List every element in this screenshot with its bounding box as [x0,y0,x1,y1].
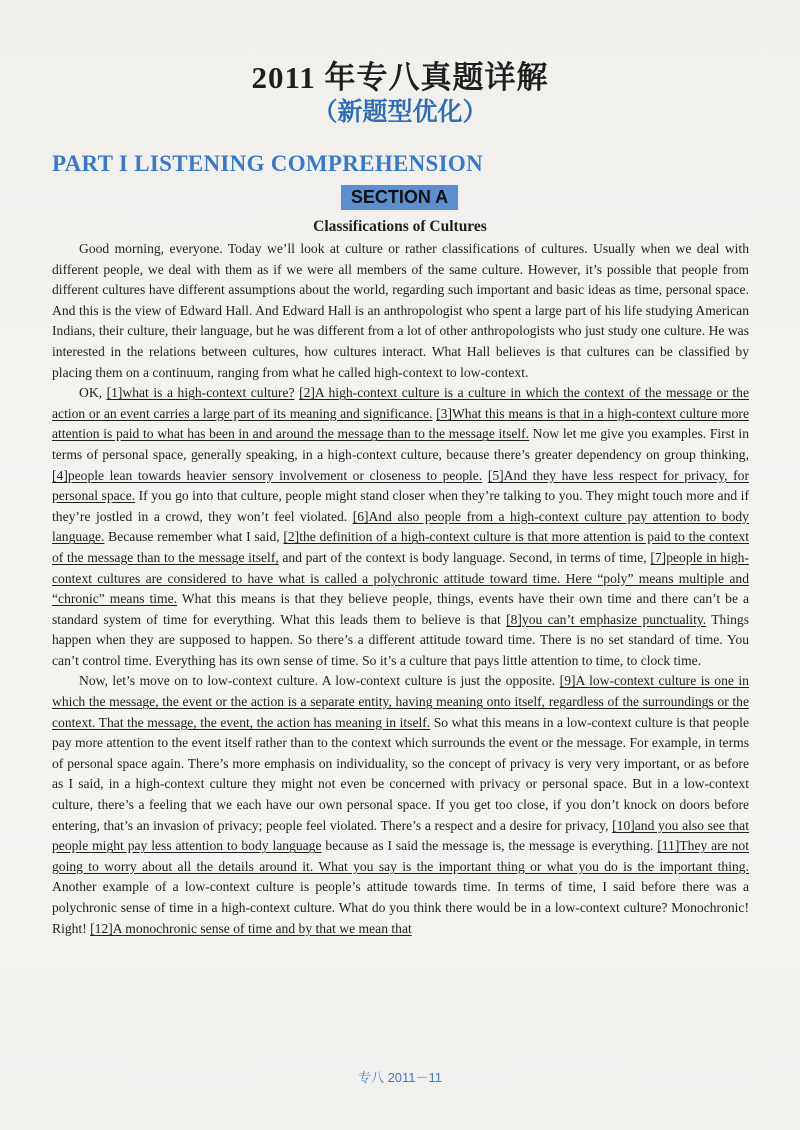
page-title: 2011 年专八真题详解 [251,60,549,95]
page-footer: 专八 2011－11 [357,1070,443,1085]
part-heading: PART I LISTENING COMPREHENSION [52,151,483,176]
text-run: So what this means in a low-context culture is that people pay more attention to the event itself rather than to the context which surrounds the event or the message. For example, in terms of personal space again. There’s more emphasis on individuality, so the concept of privacy is very very important, or as before as I said, in a high-context culture they might not even be concerned with privacy or personal space. But in a low-context culture, there’s a feeling that we each have our own personal space. If you get too close, if you don’t knock on doors before entering, that’s an invasion of privacy; people feel violated. There’s a respect and a desire for privacy, [52,714,749,833]
answer-underline: [8]you can’t emphasize punctuality. [506,611,707,627]
text-run: Good morning, everyone. Today we’ll look at culture or rather classifications of cultures. Usually when we deal with different people, we deal with them as if we were all members of the same culture. However, it’s possible that people from different cultures have different assumptions about the world, regarding such important and basic ideas as time, personal space. And this is the view of Edward Hall. And Edward Hall is an anthropologist who spent a large part of his life studying American Indians, their culture, their language, but he was different from a lot of other anthropologists who just study one culture. He was interested in the relations between cultures, how cultures interact. What Hall believes is that cultures can be classified by placing them on a continuum, ranging from what he called high-context to low-context. [52,241,749,380]
answer-underline: [12]A monochronic sense of time and by that we mean that [90,920,412,936]
text-run: Another example of a low-context culture is people’s attitude towards time. In terms of time, I said before there was a polychronic sense of time in a high-context culture. What do you think there would be in a low-context culture? Monochronic! Right! [52,879,749,936]
text-run: Now let me give you examples. First in terms of personal space, generally speaking, in a high-context culture, because there’s greater dependency on group thinking, [52,426,749,462]
text-run: Things happen when they are supposed to happen. So there’s a different attitude toward time. There is no set standard of time. You can’t control time. Everything has its own sense of time. So it’s a culture that pays little attention to time, to clock time. [52,611,750,668]
answer-underline: [9]A low-context culture is one in which the message, the event or the action is a separate entity, having meaning onto itself, regardless of the surroundings or the context. That the message, the event, the action has meaning in itself. [52,673,749,730]
answer-underline: [10]and you also see that people might pay less attention to body language [52,817,749,854]
text-run: Now, let’s move on to low-context culture. A low-context culture is just the opposite. [79,673,560,689]
section-badge: SECTION A [341,185,458,210]
body-text [52,239,749,939]
text-run: OK, [79,385,107,401]
text-run: because as I said the message is, the message is everything. [321,838,658,854]
answer-underline: [5]And they have less respect for privacy, for personal space. [52,467,749,504]
answer-underline: [2]the definition of a high-context culture is that more attention is paid to the context of the message than to the message itself, [52,529,749,565]
answer-underline: [6]And also people from a high-context culture pay attention to body language. [52,508,749,545]
paragraph-1 [52,239,749,383]
answer-underline: [2]A high-context culture is a culture in which the context of the message or the action or an event carries a large part of its meaning and significance. [52,385,749,421]
text-run: What this means is that they believe people, things, events have their own time and there can’t be a standard system of time for everything. What this leads them to believe is that [52,591,749,627]
text-run: Because remember what I said, [104,529,284,545]
text-run: If you go into that culture, people might stand closer when they’re talking to you. They might touch more and if they’re jostled in a crowd, they won’t feel violated. [52,488,749,524]
answer-underline: [3]What this means is that in a high-context culture more attention is paid to what has been in and around the message than to the message itself. [52,405,749,442]
answer-underline: [7]people in high-context cultures are considered to have what is called a polychronic attitude toward time. Here “poly” means multiple and “chronic” means time. [52,549,749,607]
paragraph-3 [52,671,749,939]
article-title: Classifications of Cultures [313,218,487,235]
answer-underline: [4]people lean towards heavier sensory involvement or closeness to people. [52,467,483,483]
text-run: and part of the context is body language. Second, in terms of time, [278,549,651,565]
paragraph-2 [52,383,749,671]
answer-underline: [11]They are not going to worry about all the details around it. What you say is the important thing or what you do is the important thing. [52,838,749,874]
page-subtitle: （新题型优化） [312,99,488,126]
answer-underline: [1]what is a high-context culture? [106,385,295,401]
